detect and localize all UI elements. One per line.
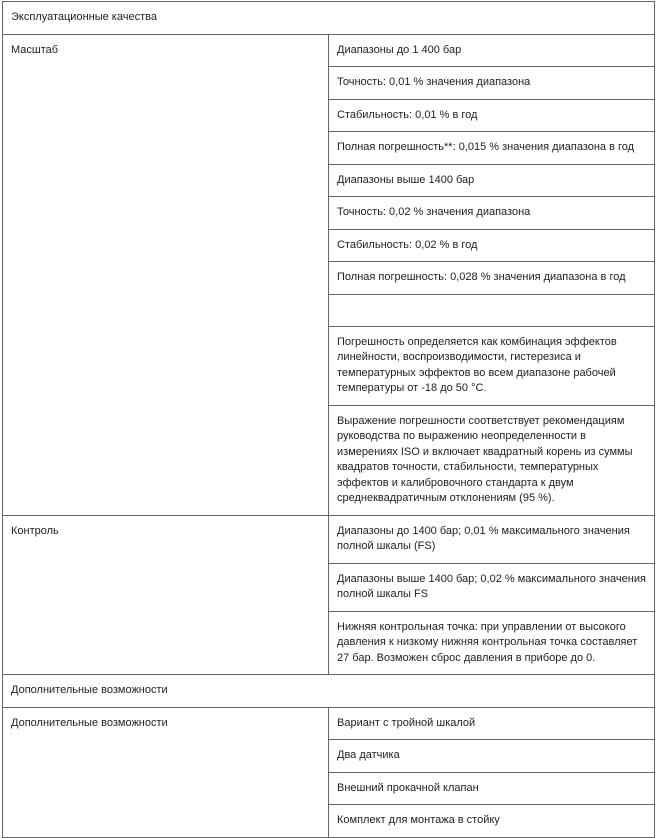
spec-value-empty bbox=[329, 294, 655, 326]
table-row bbox=[3, 515, 655, 563]
table-row bbox=[3, 2, 655, 35]
spec-value: Диапазоны выше 1400 бар; 0,02 % максимального значения полной шкалы FS bbox=[329, 563, 655, 611]
table-row bbox=[3, 675, 655, 708]
section-header-additional: Дополнительные возможности bbox=[3, 675, 655, 708]
spec-value: Стабильность: 0,01 % в год bbox=[329, 99, 655, 132]
row-label-scale: Масштаб bbox=[3, 34, 329, 515]
spec-value: Точность: 0,02 % значения диапазона bbox=[329, 197, 655, 230]
spec-value: Стабильность: 0,02 % в год bbox=[329, 229, 655, 262]
spec-value: Внешний прокачной клапан bbox=[329, 772, 655, 805]
spec-value: Полная погрешность**: 0,015 % значения диапазона в год bbox=[329, 132, 655, 165]
spec-value: Диапазоны до 1400 бар; 0,01 % максимального значения полной шкалы (FS) bbox=[329, 515, 655, 563]
section-header-operational: Эксплуатационные качества bbox=[3, 2, 655, 35]
spec-value: Вариант с тройной шкалой bbox=[329, 707, 655, 740]
spec-value: Точность: 0,01 % значения диапазона bbox=[329, 67, 655, 100]
spec-value: Полная погрешность: 0,028 % значения диапазона в год bbox=[329, 262, 655, 295]
specifications-table bbox=[2, 1, 655, 838]
spec-note: Нижняя контрольная точка: при управлении от высокого давления к низкому нижняя контрольная точка составляет 27 бар. Возможен сброс давления в приборе до 0. bbox=[329, 611, 655, 675]
row-label-options: Дополнительные возможности bbox=[3, 707, 329, 837]
table-row bbox=[3, 707, 655, 740]
spec-value: Два датчика bbox=[329, 740, 655, 773]
spec-value: Диапазоны выше 1400 бар bbox=[329, 164, 655, 197]
spec-value: Комплект для монтажа в стойку bbox=[329, 805, 655, 838]
spec-note: Выражение погрешности соответствует рекомендациям руководства по выражению неопределенности в измерениях ISO и включает квадратный корень из суммы квадратов точности, стабильности, температурных эффектов и калибровочного стандарта к двум среднеквадратичным отклонениям (95 %). bbox=[329, 405, 655, 515]
spec-value: Диапазоны до 1 400 бар bbox=[329, 34, 655, 67]
spec-note: Погрешность определяется как комбинация эффектов линейности, воспроизводимости, гистерезиса и температурных эффектов во всем диапазоне рабочей температуры от -18 до 50 °C. bbox=[329, 326, 655, 405]
table-row bbox=[3, 34, 655, 67]
row-label-control: Контроль bbox=[3, 515, 329, 675]
